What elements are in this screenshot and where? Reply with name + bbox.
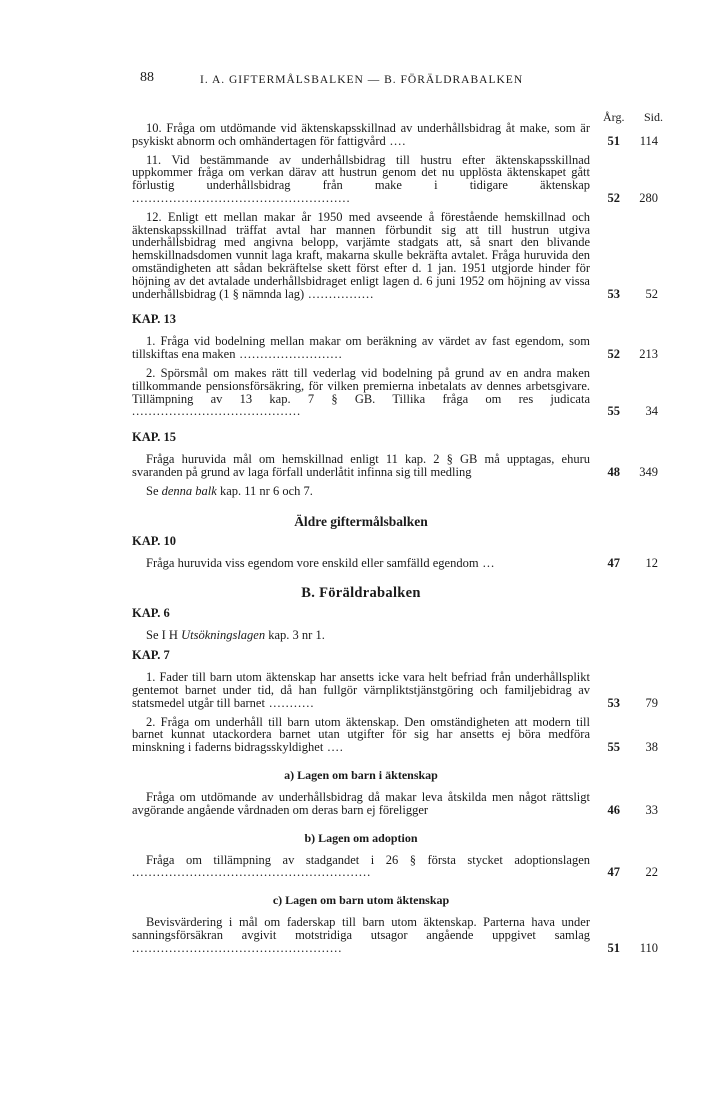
leader-dots: ......................................... [132, 404, 302, 419]
chapter-heading-15: KAP. 15 [132, 430, 176, 445]
chapter-heading-13: KAP. 13 [132, 312, 176, 327]
chapter-heading-10: KAP. 10 [132, 533, 176, 548]
entry-page: 349 [639, 464, 658, 479]
entry-text: 12. Enligt ett mellan makar år 1950 med avseende å förestående hemskillnad och äktenskapsskillnad träffat avtal har mannen förbundit sig att till hustrun utgiva underhållsbidrag med angivna belopp, varjämte stadgats att, så snart den blivande hemskillnadsdomen vunnit laga kraft, makarna skulle bekräfta avtalet. Fråga huruvida den omständigheten att sådan bekräftelse skett först efter d. 1 jan. 1951 utgjorde hinder för höjning av det avtalade underhållsbidraget enligt lagen d. 6 juni 1952 om höjning av vissa underhållsbidrag (1 § nämnda lag) [132, 209, 590, 301]
leader-dots: ......................... [235, 347, 343, 362]
entry-page: 213 [639, 347, 658, 362]
leader-dots: ................ [304, 286, 375, 301]
entry-10 [132, 122, 672, 148]
ref-italic: Utsökningslagen [181, 628, 266, 643]
entry-year: 47 [607, 865, 620, 880]
leader-dots: ................................................... [132, 940, 343, 955]
section-heading-foraldrabalken: B. Föräldrabalken [301, 585, 421, 602]
entry-page: 12 [645, 555, 658, 570]
entry-sub-c-1 [132, 916, 672, 954]
entry-kap13-2 [132, 367, 672, 418]
entry-page: 110 [639, 940, 658, 955]
column-header-page: Sid. [644, 110, 664, 124]
entry-fb-kap7-2 [132, 716, 672, 754]
leader-dots: ..................................................... [132, 190, 351, 205]
entry-page: 34 [645, 404, 658, 419]
ref-suffix: kap. 11 nr 6 och 7. [219, 483, 313, 498]
entry-page: 38 [645, 740, 658, 755]
index-content [132, 122, 672, 960]
column-header-year: Årg. [603, 110, 625, 124]
entry-year: 55 [607, 740, 620, 755]
entry-page: 114 [639, 133, 658, 148]
entry-page: 33 [645, 802, 658, 817]
entry-text: Fråga huruvida mål om hemskillnad enligt 11 kap. 2 § GB må upptagas, ehuru svaranden på grund av laga förfall underlåtit infinna sig till medling [132, 452, 590, 479]
entry-text: 11. Vid bestämmande av underhållsbidrag till hustru efter äktenskapsskillnad uppkommer fråga om verkan därav att hustrun genom det nu upplösta äktenskapet gått förlustig underhållsbidrag från make i tidigare äktenskap [132, 152, 590, 193]
entry-text: 1. Fråga vid bodelning mellan makar om beräkning av värdet av fast egendom, som tillskiftas ena maken [132, 334, 590, 362]
entry-text: Bevisvärdering i mål om faderskap till barn utom äktenskap. Parterna hava under sanningsförsäkran avgivit motstridiga utsagor angående uppgivet samlag [132, 915, 590, 942]
entry-year: 46 [607, 802, 620, 817]
entry-11 [132, 154, 672, 205]
entry-sub-b-1 [132, 854, 672, 880]
entry-kap15-1 [132, 453, 672, 479]
entry-page: 79 [645, 695, 658, 710]
entry-year: 47 [607, 555, 620, 570]
running-title: I. A. GIFTERMÅLSBALKEN — B. FÖRÄLDRABALKEN [200, 74, 524, 86]
entry-text: Fråga om tillämpning av stadgandet i 26 § första stycket adoptionslagen [146, 852, 590, 867]
entry-text: Fråga om utdömande av underhållsbidrag då makar leva åtskilda men något rättsligt avgörande angående vårdnaden om deras barn ej föreligger [132, 789, 590, 817]
entry-year: 51 [607, 133, 620, 148]
subheading-adoption: b) Lagen om adoption [304, 830, 418, 845]
entry-text: 2. Spörsmål om makes rätt till vederlag vid bodelning på grund av en andra maken tillkommande pensionsförsäkring, för vilken premierna inbetalats av dennes arbetsgivare. Tillämpning av 13 kap. 7 § GB. Tillika fråga om res judicata [132, 365, 590, 406]
entry-year: 53 [607, 695, 620, 710]
entry-old-kap10 [132, 557, 672, 570]
subheading-barn-i-aktenskap: a) Lagen om barn i äktenskap [284, 767, 438, 782]
entry-page: 280 [639, 190, 658, 205]
entry-text: 1. Fader till barn utom äktenskap har ansetts icke vara helt befriad från underhållsplikt gentemot barnet under tid, då han fullgör värnpliktstjänstgöring och familjebidrag av statsmedel utgår till barnet [132, 670, 590, 710]
page-number: 88 [140, 70, 154, 85]
ref-prefix: Se I H [146, 628, 178, 643]
entry-text: 10. Fråga om utdömande vid äktenskapsskillnad av underhållsbidrag åt make, som är psykiskt abnorm och omhändertagen för fattigvård [132, 121, 590, 148]
leader-dots: ........... [264, 695, 315, 710]
chapter-heading-6: KAP. 6 [132, 606, 170, 621]
entry-year: 48 [607, 464, 620, 479]
cross-reference [132, 485, 590, 498]
entry-year: 52 [607, 347, 620, 362]
entry-text: Fråga huruvida viss egendom vore enskild eller samfälld egendom [146, 555, 479, 570]
cross-reference [132, 629, 590, 642]
ref-prefix: Se [146, 483, 159, 498]
section-heading-older-balk: Äldre giftermålsbalken [294, 513, 428, 529]
entry-kap13-1 [132, 335, 672, 361]
entry-sub-a-1 [132, 791, 672, 817]
entry-year: 53 [607, 286, 620, 301]
ref-suffix: kap. 3 nr 1. [268, 628, 325, 643]
entry-fb-kap7-1 [132, 671, 672, 709]
leader-dots: .... [385, 133, 407, 148]
entry-page: 52 [645, 286, 658, 301]
chapter-heading-7: KAP. 7 [132, 648, 170, 663]
leader-dots: .... [323, 740, 344, 755]
entry-year: 51 [607, 940, 620, 955]
subheading-barn-utom-aktenskap: c) Lagen om barn utom äktenskap [272, 893, 450, 908]
entry-year: 55 [607, 404, 620, 419]
entry-year: 52 [607, 190, 620, 205]
entry-12 [132, 211, 672, 301]
entry-page: 22 [645, 865, 658, 880]
leader-dots: .......................................................... [132, 865, 372, 880]
leader-dots: ... [478, 555, 496, 570]
ref-italic: denna balk [161, 483, 217, 498]
entry-text: 2. Fråga om underhåll till barn utom äktenskap. Den omständigheten att modern till barnet kunnat utackordera barnet utan utgifter för sig har ansetts ej böra medföra minskning i faderns bidragsskyldighet [132, 714, 590, 755]
